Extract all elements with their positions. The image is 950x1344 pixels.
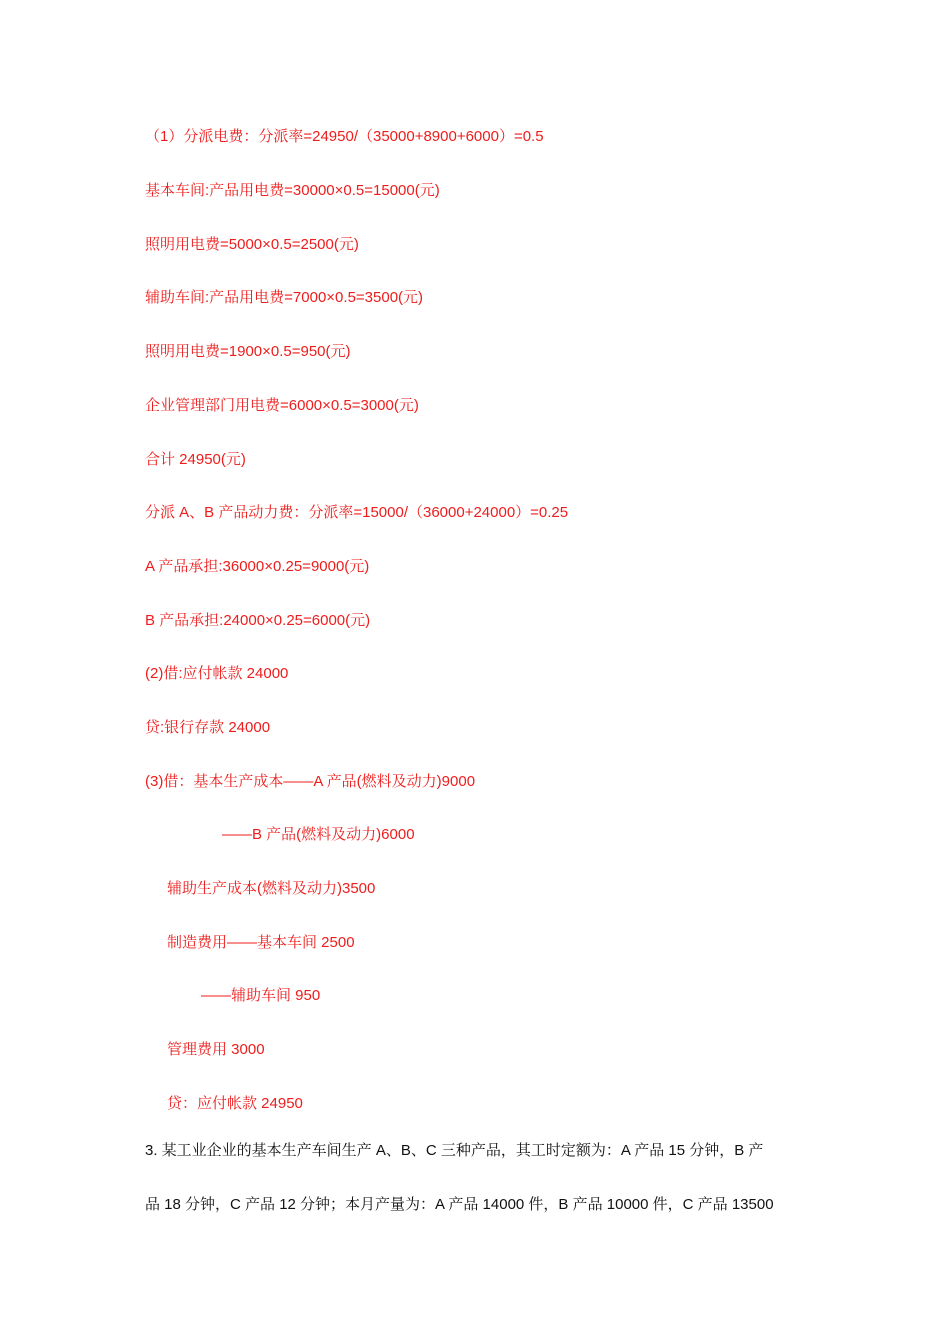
text-line-total: 合计 24950(元) <box>145 451 246 468</box>
question-3-line-2: 品 18 分钟，C 产品 12 分钟；本月产量为：A 产品 14000 件，B 产品 10000 件，C 产品 13500 <box>145 1196 774 1213</box>
text-line-entry2-credit: 贷:银行存款 24000 <box>145 719 271 736</box>
text-line-management-electricity: 企业管理部门用电费=6000×0.5=3000(元) <box>145 397 419 414</box>
text-line-entry3-overhead-basic: 制造费用——基本车间 2500 <box>167 934 355 951</box>
text-line-entry3-credit: 贷：应付帐款 24950 <box>167 1095 303 1112</box>
text-line-entry3-auxiliary-production: 辅助生产成本(燃料及动力)3500 <box>167 880 376 897</box>
text-line-product-b-share: B 产品承担:24000×0.25=6000(元) <box>145 612 371 629</box>
text-line-power-allocation-rate: 分派 A、B 产品动力费：分派率=15000/（36000+24000）=0.25 <box>145 504 569 521</box>
text-line-auxiliary-workshop-product-electricity: 辅助车间:产品用电费=7000×0.5=3500(元) <box>145 289 424 306</box>
text-line-auxiliary-workshop-lighting: 照明用电费=1900×0.5=950(元) <box>145 343 351 360</box>
text-line-basic-workshop-lighting: 照明用电费=5000×0.5=2500(元) <box>145 236 359 253</box>
text-line-entry3-debit-product-a: (3)借：基本生产成本——A 产品(燃料及动力)9000 <box>145 773 476 790</box>
text-line-basic-workshop-product-electricity: 基本车间:产品用电费=30000×0.5=15000(元) <box>145 182 440 199</box>
text-line-electricity-allocation-rate: （1）分派电费：分派率=24950/（35000+8900+6000）=0.5 <box>145 128 544 145</box>
text-line-entry2-debit: (2)借:应付帐款 24000 <box>145 665 289 682</box>
text-line-entry3-management-expense: 管理费用 3000 <box>167 1041 265 1058</box>
question-3-line-1: 3. 某工业企业的基本生产车间生产 A、B、C 三种产品，其工时定额为：A 产品 15 分钟，B 产 <box>145 1142 764 1159</box>
text-line-entry3-overhead-auxiliary: ——辅助车间 950 <box>201 987 321 1004</box>
text-line-product-a-share: A 产品承担:36000×0.25=9000(元) <box>145 558 370 575</box>
text-line-entry3-debit-product-b: ——B 产品(燃料及动力)6000 <box>222 826 415 843</box>
